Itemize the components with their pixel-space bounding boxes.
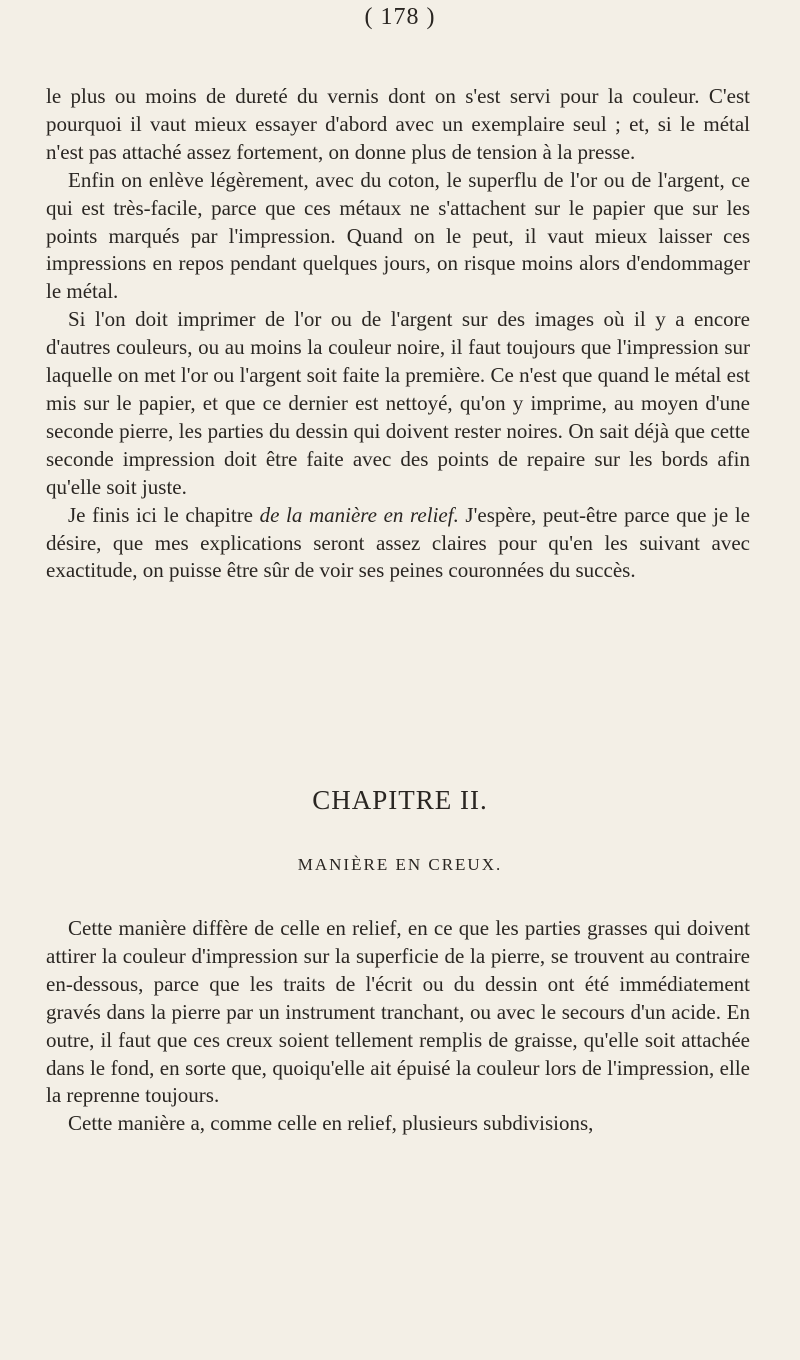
top-text-block (46, 83, 750, 585)
paragraph-intaglio: Cette manière diffère de celle en relief, en ce que les parties grasses qui doivent attirer la couleur d'impression sur la superficie de la pierre, se trouvent au contraire en-dessous, parce que les traits de l'écrit ou du dessin ont été immédiatement gravés dans la pierre par un instrument tranchant, ou avec le secours d'un acide. En outre, il faut que ces creux soient tellement remplis de graisse, qu'elle soit attachée dans le fond, en sorte que, quoiqu'elle ait épuisé la couleur lors de l'impression, elle la reprenne toujours. (46, 916, 750, 1108)
closing-text-italic: de la manière en relief. (259, 502, 459, 527)
paragraph-gold-silver: Si l'on doit imprimer de l'or ou de l'argent sur des images où il y a encore d'autres couleurs, ou au moins la couleur noire, il faut toujours que l'impression sur laquelle on met l'or ou l'argent soit faite la première. Ce n'est que quand le métal est mis sur le papier, et que ce dernier est nettoyé, qu'on y imprime, au moyen d'une seconde pierre, les parties du dessin qui doivent rester noires. On sait déjà que cette seconde impression doit être faite avec des points de repaire sur les bords afin qu'elle soit juste. (46, 307, 750, 499)
paragraph-subdivisions: Cette manière a, comme celle en relief, plusieurs subdivisions, (68, 1111, 594, 1136)
closing-text-start: Je finis ici le chapitre (68, 502, 260, 527)
paragraph-cotton: Enfin on enlève légèrement, avec du coton, le superflu de l'or ou de l'argent, ce qui est très-facile, parce que ces métaux ne s'attachent sur le papier que sur les points marqués par l'impression. Quand on le peut, il vaut mieux laisser ces impressions en repos pendant quelques jours, on risque moins alors d'endommager le métal. (46, 167, 750, 304)
chapter-title: CHAPITRE II. (312, 785, 488, 815)
bottom-text-block (46, 915, 750, 1138)
page-number: ( 178 ) (364, 4, 436, 30)
section-title: MANIÈRE EN CREUX. (297, 855, 503, 874)
paragraph-continuation: le plus ou moins de dureté du vernis dont on s'est servi pour la couleur. C'est pourquoi il vaut mieux essayer d'abord avec un exemplaire seul ; et, si le métal n'est pas attaché assez fortement, on donne plus de tension à la presse. (46, 84, 750, 164)
paragraph-closing (46, 502, 750, 586)
closing-text-end: J'espère, peut-être parce que je le désire, que mes explications seront assez claires pour qu'en les suivant avec exactitude, on puisse être sûr de voir ses peines couronnées du succès. (46, 502, 750, 583)
